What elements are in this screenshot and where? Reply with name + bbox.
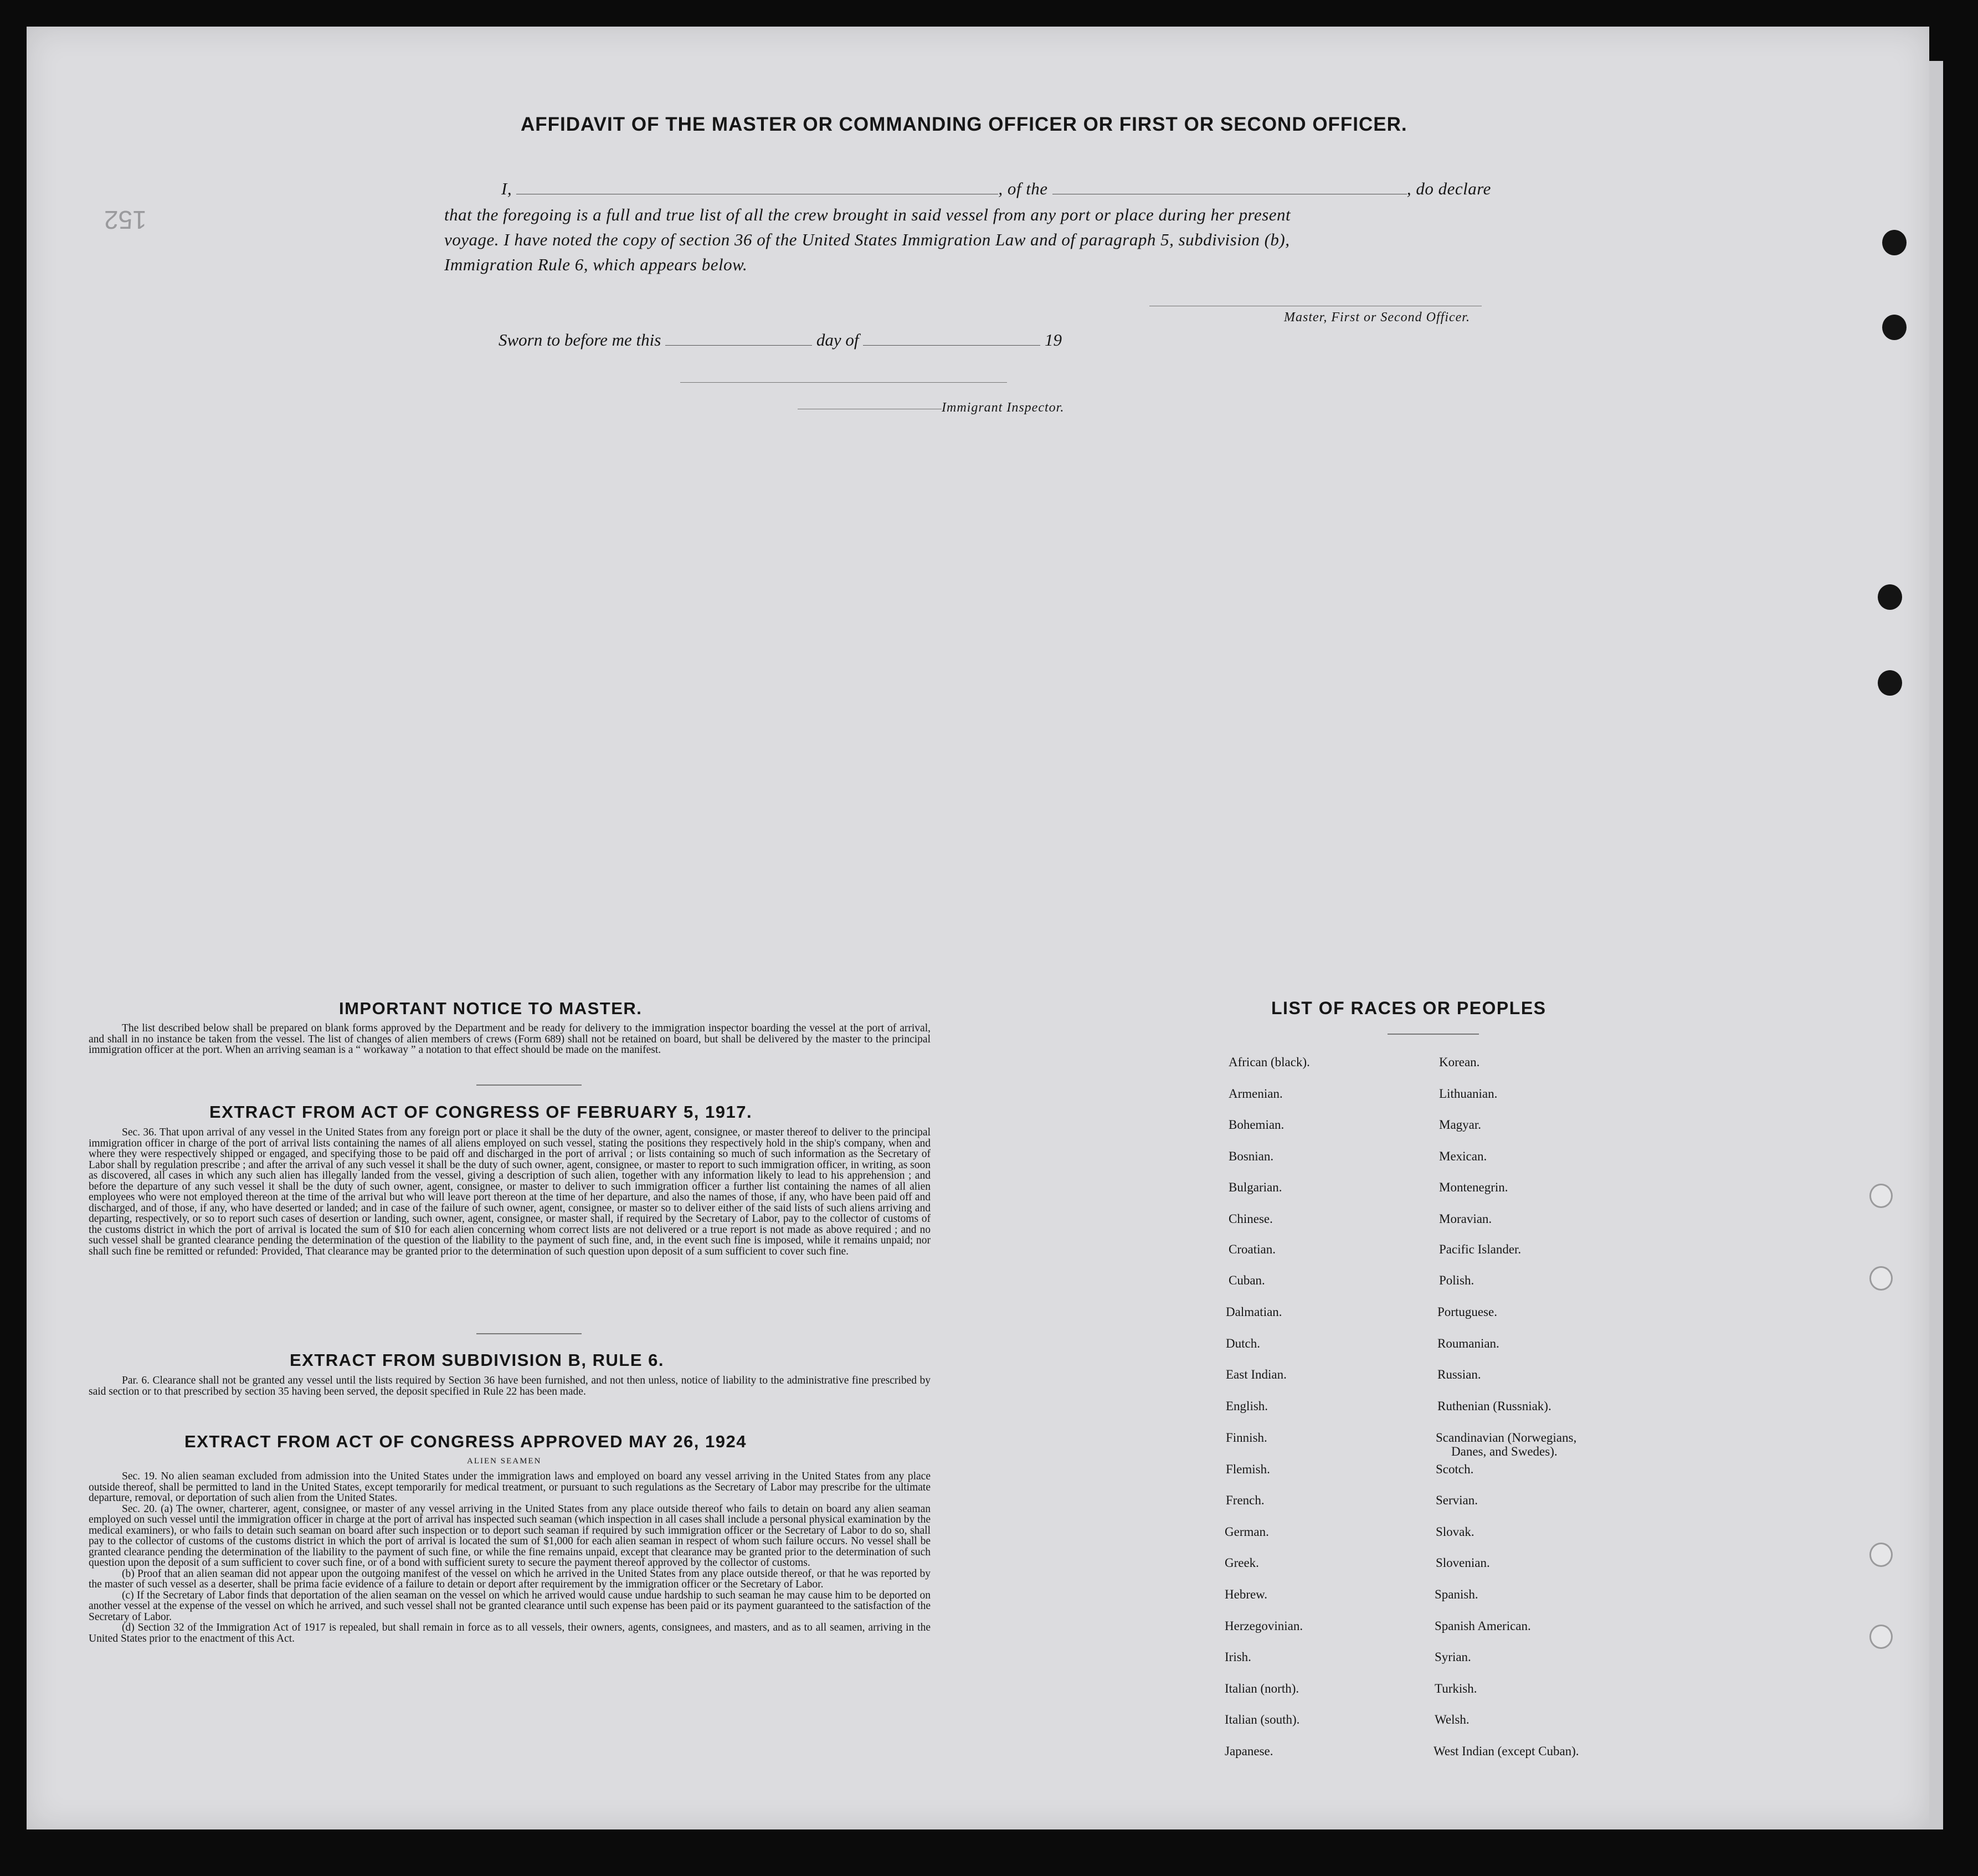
reinforcement-ring: [1869, 1543, 1893, 1567]
declaration-line-3: voyage. I have noted the copy of section 36 of the United States Immigration Law and of paragraph 5, subdivision (b),: [444, 230, 1290, 249]
reinforcement-ring: [1869, 1266, 1893, 1291]
race-item: Moravian.: [1439, 1212, 1492, 1226]
race-item: Slovenian.: [1436, 1556, 1490, 1570]
race-item: Scandinavian (Norwegians,: [1436, 1431, 1577, 1445]
sec-20c: (c) If the Secretary of Labor finds that deportation of the alien seaman on the vessel on which he arrived would cause undue hardship to such seaman he may cause him to be deported on another vessel at the expense of the vessel on which he arrived, and such vessel shall not be granted clearance until such expense has been paid or its payment guaranteed to the satisfaction of the Secretary of Labor.: [89, 1589, 931, 1623]
race-item: Welsh.: [1435, 1713, 1470, 1726]
sec-20b: (b) Proof that an alien seaman did not appear upon the outgoing manifest of the vessel on which he arrived in the United States from any place outside thereof, or that he was reported by the master of such vessel as a deserter, shall be prima facie evidence of a failure to detain or deport after requirement by the immigration officer or the Secretary of Labor.: [89, 1567, 931, 1590]
race-item: Japanese.: [1225, 1744, 1273, 1758]
day-blank[interactable]: [665, 333, 812, 346]
race-item: German.: [1225, 1525, 1269, 1539]
race-item: Spanish.: [1435, 1587, 1478, 1601]
race-item: Cuban.: [1229, 1273, 1265, 1287]
punch-hole: [1882, 230, 1907, 255]
race-item: Pacific Islander.: [1439, 1242, 1522, 1256]
sworn-prefix: Sworn to before me this: [499, 330, 661, 349]
sec-19: Sec. 19. No alien seaman excluded from admission into the United States under the immigration laws and employed on board any vessel arriving in the United States from any place outside thereof, shall be permitted to land in the United States, except temporarily for medical treatment, or pursuant to such regulations as the Secretary of Labor may prescribe for the ultimate departure, removal, or deportation of such alien from the United States.: [89, 1471, 931, 1504]
declaration-of-the: , of the: [998, 179, 1048, 198]
race-item: Bohemian.: [1229, 1118, 1285, 1132]
notice-title: IMPORTANT NOTICE TO MASTER.: [339, 999, 643, 1018]
sworn-year: 19: [1044, 330, 1062, 349]
race-item: Mexican.: [1439, 1149, 1487, 1163]
race-item: Armenian.: [1229, 1087, 1283, 1101]
race-item: Russian.: [1437, 1368, 1481, 1381]
declaration-line-1: [501, 179, 1491, 199]
race-item: East Indian.: [1226, 1368, 1287, 1381]
extract-1917-text: Sec. 36. That upon arrival of any vessel in the United States from any foreign port or place it shall be the duty of the owner, agent, consignee, or master thereof to deliver to the principal immigration officer in charge of the port of arrival lists containing the names of all aliens employed on such vessel, stating the positions they respectively hold in the ship's company, when and where they were respectively shipped or engaged, and specifying those to be paid off and discharged in the port of arrival ; or lists containing so much of such information as the Secretary of Labor shall by regulation prescribe ; and after the arrival of any such vessel it shall be the duty of such owner, agent, consignee, or master to report to such immigration officer, in writing, as soon as discovered, all cases in which any such alien has illegally landed from the vessel, giving a description of such alien, together with any information likely to lead to his apprehension ; and before the departure of any such vessel it shall be the duty of such owner, agent, consignee, or master to deliver to such immigration officer a further list containing the names of all alien employees who were not employed thereon at the time of the arrival but who will leave port thereon at the time of her departure, and also the names of those, if any, who have been paid off and discharged, and of those, if any, who have deserted or landed; and in case of the failure of such owner, agent, consignee, or master so to deliver either of the said lists of such aliens arriving and departing, respectively, or so to report such cases of desertion or landing, such owner, agent, consignee, or master shall, if required by the Secretary of Labor, pay to the collector of customs of the customs district in which the port of arrival is located the sum of $10 for each alien concerning whom correct lists are not delivered or a true report is not made as above required ; and no such vessel shall be granted clearance pending the determination of the question of the liability to the payment of such fine, and, in the event such fine is imposed, while it remains unpaid; nor shall such fine be remitted or refunded: Provided, That clearance may be granted prior to the determination of such question upon deposit of a sum sufficient to cover such fine.: [89, 1127, 931, 1257]
name-blank[interactable]: [516, 182, 998, 194]
race-item: Herzegovinian.: [1225, 1619, 1303, 1633]
extract-1917-title: EXTRACT FROM ACT OF CONGRESS OF FEBRUARY 5, 1917.: [209, 1102, 753, 1122]
sheet-edge: [1929, 61, 1943, 1829]
affidavit-title: AFFIDAVIT OF THE MASTER OR COMMANDING OFFICER OR FIRST OR SECOND OFFICER.: [521, 114, 1407, 135]
declaration-i: I,: [501, 179, 512, 198]
race-item: Montenegrin.: [1439, 1180, 1508, 1194]
race-item: Dalmatian.: [1226, 1305, 1282, 1319]
race-item: Portuguese.: [1437, 1305, 1497, 1319]
declaration-line-2: that the foregoing is a full and true list of all the crew brought in said vessel from any port or place during her present: [444, 205, 1291, 224]
races-divider: [1388, 1034, 1479, 1035]
inspector-caption: Immigrant Inspector.: [942, 400, 1065, 415]
race-item: Irish.: [1225, 1650, 1251, 1664]
race-item: Magyar.: [1439, 1118, 1482, 1132]
race-item: Roumanian.: [1437, 1337, 1499, 1350]
extract-1924-subtitle: ALIEN SEAMEN: [467, 1457, 542, 1466]
sec-20a: Sec. 20. (a) The owner, charterer, agent, consignee, or master of any vessel arriving in the United States from any place outside thereof who fails to detain on board any alien seaman employed on such vessel until the immigration officer in charge at the port of arrival has inspected such seaman (which inspection in all cases shall include a personal physical examination by the medical examiners), or who fails to detain such seaman on board after such inspection or to deport such seaman if required by such immigration officer or the Secretary of Labor to do so, shall pay to the collector of customs of the customs district in which the port of arrival is located the sum of $1,000 for each alien seaman in respect of whom such failure occurs. No vessel shall be granted clearance pending the determination of the liability to the payment of such fine, or while the fine remains unpaid, except that clearance may be granted prior to the determination of such question upon the deposit of a sum sufficient to cover such fine, or of a bond with sufficient surety to secure the payment thereof approved by the collector of customs.: [89, 1503, 931, 1569]
race-item: Danes, and Swedes).: [1451, 1445, 1558, 1458]
punch-hole: [1882, 315, 1907, 340]
race-item: Dutch.: [1226, 1337, 1260, 1350]
month-blank[interactable]: [863, 333, 1040, 346]
race-item: Polish.: [1439, 1273, 1474, 1287]
race-item: Korean.: [1439, 1055, 1480, 1069]
race-item: Finnish.: [1226, 1431, 1267, 1445]
sec-20d: (d) Section 32 of the Immigration Act of 1917 is repealed, but shall remain in force as to all vessels, their owners, agents, consignees, and masters, and as to all seamen, arriving in the United States prior to the enactment of this Act.: [89, 1622, 931, 1644]
punch-hole: [1878, 584, 1902, 610]
race-item: Spanish American.: [1435, 1619, 1531, 1633]
vessel-blank[interactable]: [1052, 182, 1407, 194]
race-item: Bosnian.: [1229, 1149, 1274, 1163]
inspector-signature-line[interactable]: [680, 382, 1007, 383]
race-item: Scotch.: [1436, 1462, 1474, 1476]
race-item: English.: [1226, 1399, 1268, 1413]
sworn-line: [499, 330, 1062, 350]
extract-rule6-title: EXTRACT FROM SUBDIVISION B, RULE 6.: [290, 1350, 664, 1370]
race-item: Servian.: [1436, 1493, 1478, 1507]
reinforcement-ring: [1869, 1184, 1893, 1208]
race-item: Italian (south).: [1225, 1713, 1300, 1726]
declaration-do-declare: , do declare: [1406, 179, 1491, 198]
race-item: Hebrew.: [1225, 1587, 1268, 1601]
margin-page-number: 152: [104, 205, 147, 234]
extract-rule6-text: Par. 6. Clearance shall not be granted any vessel until the lists required by Section 36 have been furnished, and not then unless, notice of liability to the administrative fine prescribed by said section or to that prescribed by section 35 having been served, the deposit specified in Rule 22 has been made.: [89, 1375, 931, 1397]
races-title: LIST OF RACES OR PEOPLES: [1271, 998, 1547, 1018]
race-item: Flemish.: [1226, 1462, 1270, 1476]
race-item: Ruthenian (Russniak).: [1437, 1399, 1551, 1413]
extract-1924-title: EXTRACT FROM ACT OF CONGRESS APPROVED MAY 26, 1924: [184, 1432, 747, 1451]
extract-1924-text: [89, 1471, 931, 1644]
race-item: Italian (north).: [1225, 1682, 1299, 1695]
declaration-line-4: Immigration Rule 6, which appears below.: [444, 255, 748, 274]
race-item: French.: [1226, 1493, 1265, 1507]
reinforcement-ring: [1869, 1625, 1893, 1649]
race-item: Turkish.: [1435, 1682, 1477, 1695]
master-caption: Master, First or Second Officer.: [1284, 310, 1470, 325]
race-item: Chinese.: [1229, 1212, 1273, 1226]
sworn-day-of: day of: [816, 330, 859, 349]
race-item: Bulgarian.: [1229, 1180, 1282, 1194]
divider: [476, 1085, 582, 1086]
notice-text: The list described below shall be prepared on blank forms approved by the Department and be ready for delivery to the immigration inspector boarding the vessel at the port of arrival, and shall in no instance be taken from the vessel. The list of changes of alien members of crews (Form 689) shall not be retained on board, but shall be delivered by the master to the principal immigration officer at the port. When an arriving seaman is a “ workaway ” a notation to that effect should be made on the manifest.: [89, 1022, 931, 1056]
race-item: Greek.: [1225, 1556, 1259, 1570]
race-item: Lithuanian.: [1439, 1087, 1498, 1101]
divider: [476, 1333, 582, 1334]
race-item: African (black).: [1229, 1055, 1310, 1069]
race-item: West Indian (except Cuban).: [1434, 1744, 1579, 1758]
race-item: Slovak.: [1436, 1525, 1474, 1539]
punch-hole: [1878, 670, 1902, 696]
race-item: Croatian.: [1229, 1242, 1276, 1256]
race-item: Syrian.: [1435, 1650, 1471, 1664]
